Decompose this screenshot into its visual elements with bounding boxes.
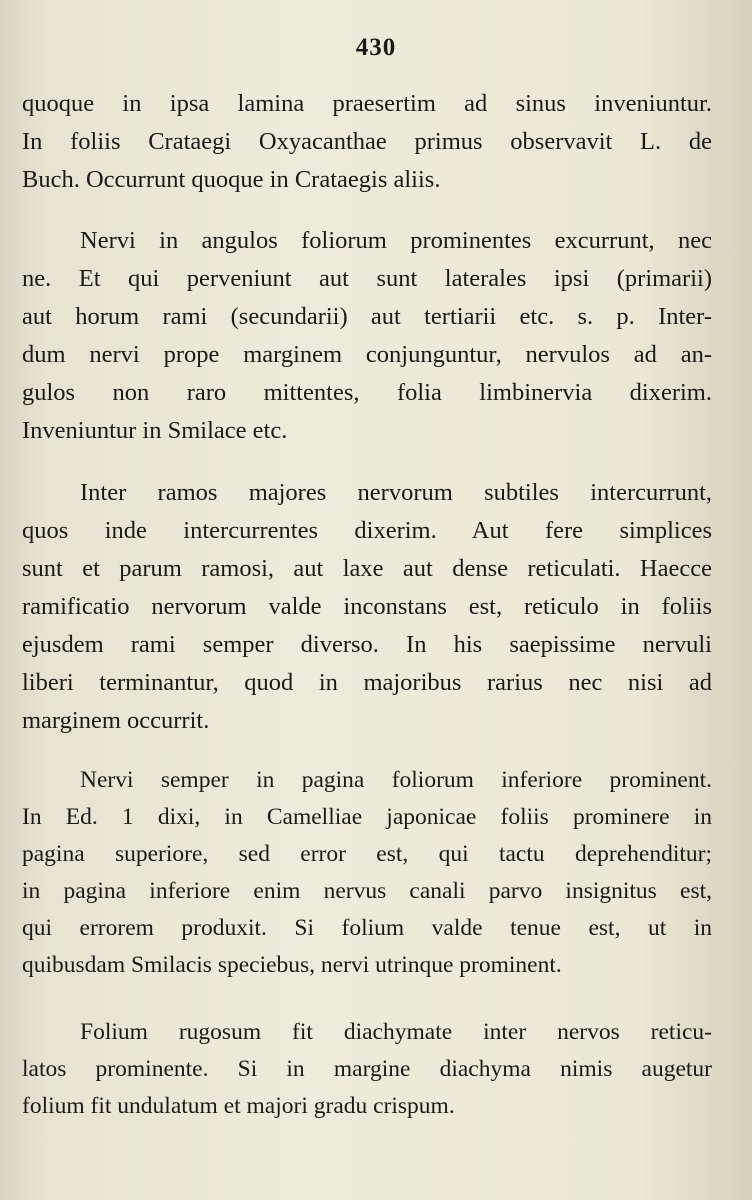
- text-line: quos inde intercurrentes dixerim. Aut fere simplices: [22, 517, 712, 544]
- text-line: ramificatio nervorum valde inconstans est, reticulo in foliis: [22, 593, 712, 620]
- page-number: 430: [355, 34, 397, 61]
- paragraph-2: [22, 222, 712, 450]
- text-line: marginem occurrit.: [22, 707, 210, 734]
- text-line: in pagina inferiore enim nervus canali parvo insignitus est,: [22, 878, 712, 904]
- text-line: In Ed. 1 dixi, in Camelliae japonicae foliis prominere in: [22, 804, 712, 830]
- paragraph-1: [22, 85, 712, 199]
- text-line: latos prominente. Si in margine diachyma nimis augetur: [22, 1056, 712, 1082]
- paragraph-3: [22, 474, 712, 740]
- paragraph-4: [22, 762, 712, 984]
- text-line: quibusdam Smilacis speciebus, nervi utrinque prominent.: [22, 952, 562, 978]
- text-line: sunt et parum ramosi, aut laxe aut dense reticulati. Haecce: [22, 555, 712, 582]
- text-line: pagina superiore, sed error est, qui tactu deprehenditur;: [22, 841, 712, 867]
- text-line: quoque in ipsa lamina praesertim ad sinus inveniuntur.: [22, 90, 712, 117]
- text-line: liberi terminantur, quod in majoribus rarius nec nisi ad: [22, 669, 712, 696]
- text-line: Buch. Occurrunt quoque in Crataegis aliis.: [22, 166, 441, 193]
- text-line: Folium rugosum fit diachymate inter nervos reticu-: [80, 1019, 712, 1045]
- text-line: qui errorem produxit. Si folium valde tenue est, ut in: [22, 915, 712, 941]
- text-line: In foliis Crataegi Oxyacanthae primus observavit L. de: [22, 128, 712, 155]
- text-line: folium fit undulatum et majori gradu crispum.: [22, 1093, 455, 1119]
- text-line: gulos non raro mittentes, folia limbinervia dixerim.: [22, 379, 712, 406]
- text-line: Nervi in angulos foliorum prominentes excurrunt, nec: [80, 227, 712, 254]
- text-line: aut horum rami (secundarii) aut tertiarii etc. s. p. Inter-: [22, 303, 712, 330]
- paragraph-5: [22, 1014, 712, 1125]
- text-line: Nervi semper in pagina foliorum inferiore prominent.: [80, 767, 712, 793]
- text-line: ne. Et qui perveniunt aut sunt laterales ipsi (primarii): [22, 265, 712, 292]
- text-line: Inter ramos majores nervorum subtiles intercurrunt,: [80, 479, 712, 506]
- text-line: dum nervi prope marginem conjunguntur, nervulos ad an-: [22, 341, 712, 368]
- text-line: ejusdem rami semper diverso. In his saepissime nervuli: [22, 631, 712, 658]
- text-line: Inveniuntur in Smilace etc.: [22, 417, 288, 444]
